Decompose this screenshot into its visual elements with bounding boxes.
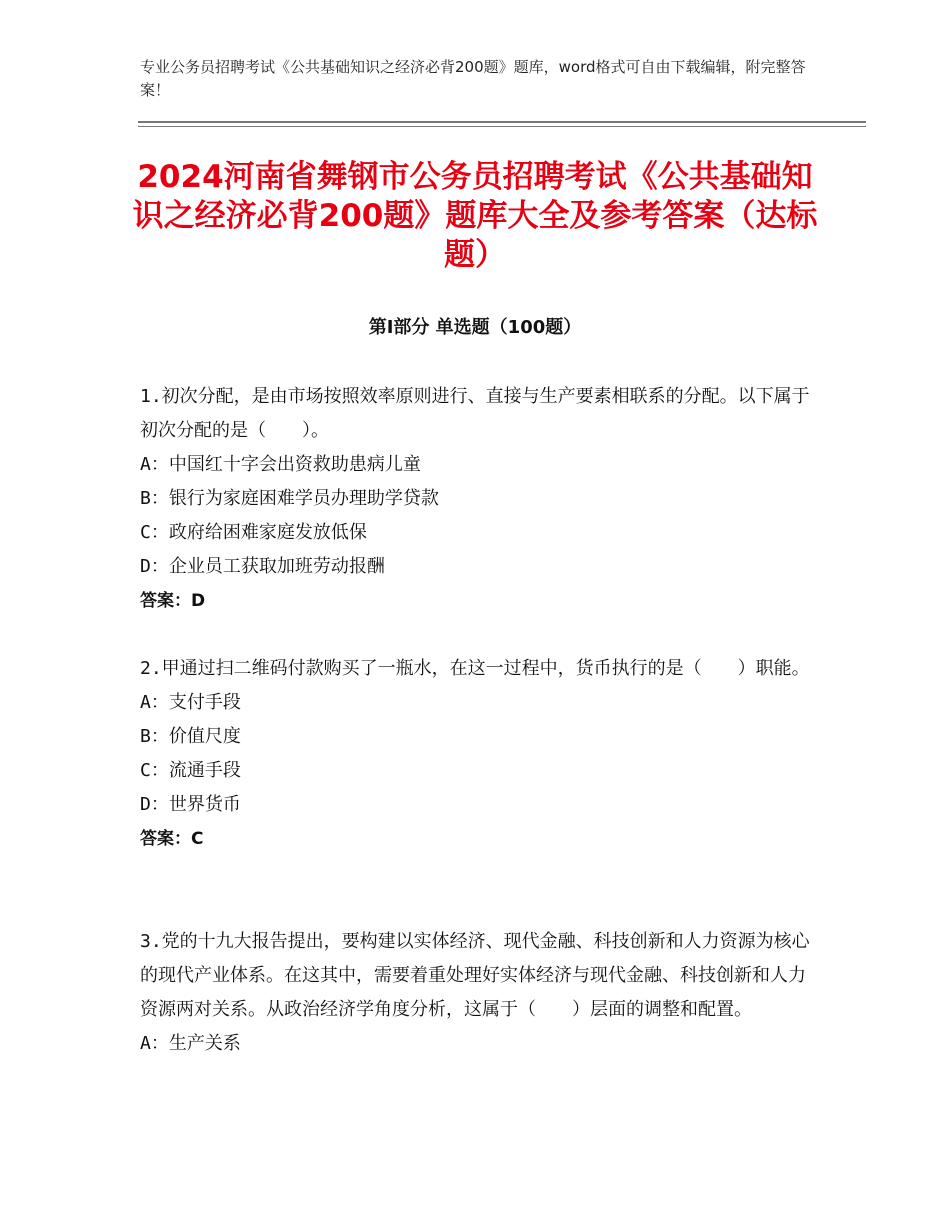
- document-title: 2024河南省舞钢市公务员招聘考试《公共基础知识之经济必背200题》题库大全及参考答案（达标题）: [132, 159, 818, 273]
- section-title: 第Ⅰ部分 单选题（100题）: [368, 317, 582, 338]
- option-a: A：支付手段: [140, 692, 241, 713]
- header-divider-thick: [138, 121, 866, 123]
- option-c: C：流通手段: [140, 760, 241, 781]
- question-1: [140, 380, 820, 618]
- question-2: [140, 652, 820, 856]
- option-c: C：政府给困难家庭发放低保: [140, 522, 367, 543]
- header-note: 专业公务员招聘考试《公共基础知识之经济必背200题》题库，word格式可自由下载编辑，附完整答案！: [140, 58, 806, 99]
- option-d: D：世界货币: [140, 794, 241, 815]
- question-stem: 3.党的十九大报告提出，要构建以实体经济、现代金融、科技创新和人力资源为核心的现代产业体系。在这其中，需要着重处理好实体经济与现代金融、科技创新和人力资源两对关系。从政治经济学角度分析，这属于（ ）层面的调整和配置。: [140, 931, 810, 1020]
- option-b: B：银行为家庭困难学员办理助学贷款: [140, 488, 439, 509]
- option-d: D：企业员工获取加班劳动报酬: [140, 556, 385, 577]
- answer-line: 答案：C: [140, 829, 204, 849]
- option-b: B：价值尺度: [140, 726, 241, 747]
- answer-line: 答案：D: [140, 591, 206, 611]
- question-stem: 2.甲通过扫二维码付款购买了一瓶水，在这一过程中，货币执行的是（ ）职能。: [140, 658, 810, 679]
- option-a: A：生产关系: [140, 1033, 241, 1054]
- option-a: A：中国红十字会出资救助患病儿童: [140, 454, 421, 475]
- header-divider-thin: [138, 126, 866, 127]
- question-3: [140, 925, 820, 1061]
- question-stem: 1.初次分配，是由市场按照效率原则进行、直接与生产要素相联系的分配。以下属于初次分配的是（ ）。: [140, 386, 810, 441]
